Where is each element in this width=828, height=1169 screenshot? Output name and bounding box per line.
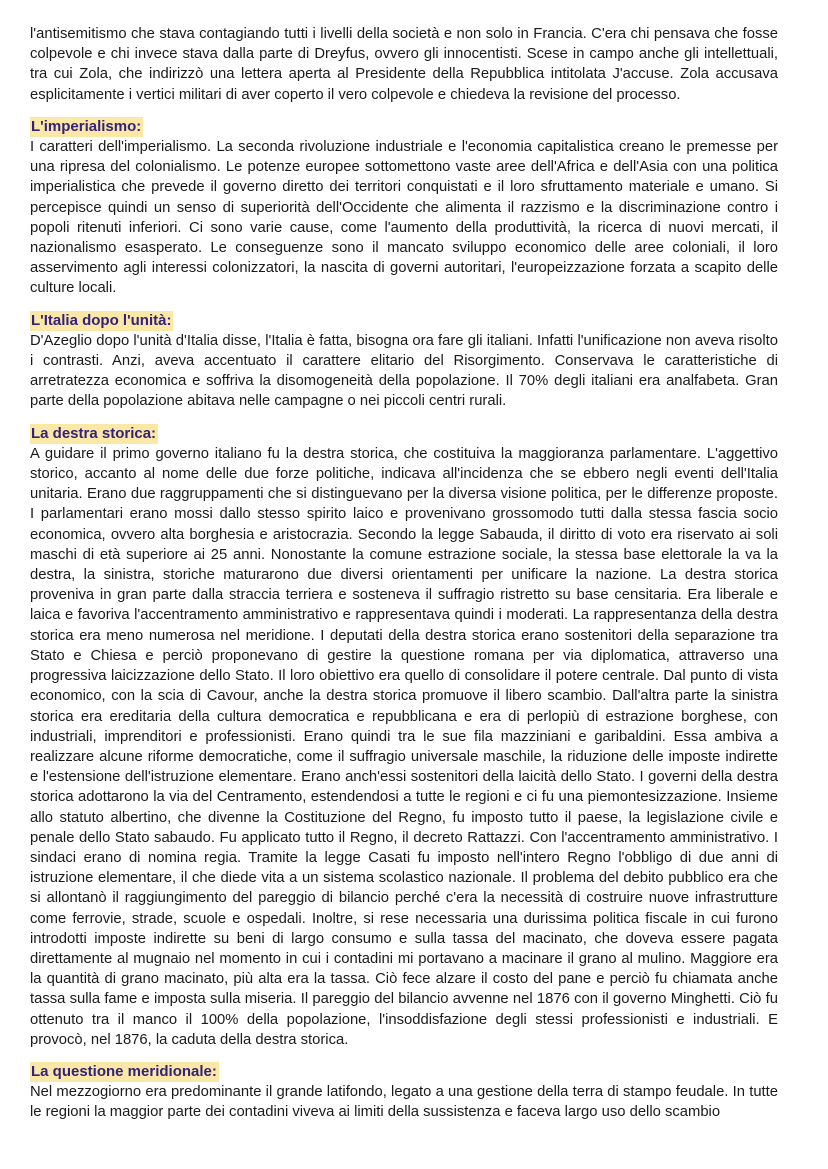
intro-paragraph: l'antisemitismo che stava contagiando tutti i livelli della società e non solo in Francia. C'era chi pensava che fosse colpevole e chi invece stava dalla parte di Dreyfus, ovvero gli innocentisti. Scese in campo anche gli intellettuali, tra cui Zola, che indirizzò una lettera aperta al Presidente della Repubblica intitolata J'accuse. Zola accusava esplicitamente i vertici militari di aver coperto il vero colpevole e chiedeva la revisione del processo.	[30, 26, 778, 103]
section-paragraph-questione-meridionale: Nel mezzogiorno era predominante il grande latifondo, legato a una gestione della terra di stampo feudale. In tutte le regioni la maggior parte dei contadini viveva ai limiti della sussistenza e faceva largo uso dello scambio	[30, 1084, 778, 1121]
section-paragraph-italia-dopo-unita: D'Azeglio dopo l'unità d'Italia disse, l'Italia è fatta, bisogna ora fare gli italiani. Infatti l'unificazione non aveva risolto i contrasti. Anzi, aveva accentuato il carattere elitario del Risorgimento. Conservava le caratteristiche di arretratezza economica e soffriva la disomogeneità della popolazione. Il 70% degli italiani era analfabeta. Gran parte della popolazione abitava nelle campagne o nei piccoli centri rurali.	[30, 332, 778, 410]
section-destra-storica	[30, 424, 778, 1050]
section-heading-questione-meridionale: La questione meridionale:	[31, 1062, 217, 1080]
document-page	[30, 24, 778, 1123]
section-heading-imperialismo: L'imperialismo:	[31, 117, 142, 135]
section-heading-destra-storica: La destra storica:	[31, 424, 157, 442]
section-questione-meridionale	[30, 1062, 778, 1123]
section-heading-italia-dopo-unita: L'Italia dopo l'unità:	[31, 311, 172, 329]
section-paragraph-destra-storica: A guidare il primo governo italiano fu la destra storica, che costituiva la maggioranza parlamentare. L'aggettivo storico, accanto al nome delle due forze politiche, indicava all'incidenza che se ebbero negli eventi dell'Italia unitaria. Erano due raggruppamenti che si distinguevano per la diversa visione politica, per le differenze proposte. I parlamentari erano mossi dallo stesso spirito laico e provenivano grossomodo tutti dalla stessa fascia socio economica, ovvero alta borghesia e aristocrazia. Secondo la legge Sabauda, il diritto di voto era riservato ai soli maschi di età superiore ai 25 anni. Nonostante la comune estrazione sociale, la stessa base elettorale la va la destra, la sinistra, storiche maturarono due diversi orientamenti per unificare la nazione. La destra storica proveniva in gran parte dalla straccia terriera e sosteneva il suffragio ristretto su base censitaria. Era liberale e laica e favoriva l'accentramento amministrativo e rappresentava quindi i moderati. La rappresentanza della destra storica era meno numerosa nel meridione. I deputati della destra storica erano sostenitori della separazione tra Stato e Chiesa e perciò proponevano di gestire la questione romana per via diplomatica, attraverso una progressiva laicizzazione dello Stato. Il loro obiettivo era quello di consolidare il potere centrale. Dal punto di vista economico, con la scia di Cavour, anche la destra storica promuove il libero scambio. Dall'altra parte la sinistra storica era ereditaria della cultura democratica e repubblicana e era di perlopiù di estrazione borghese, con industriali, imprenditori e professionisti. Erano quindi tra le sue fila mazziniani e garibaldini. Essa ambiva a realizzare alcune riforme democratiche, come il suffragio universale maschile, la riduzione delle imposte indirette e l'estensione dell'istruzione elementare. Erano anch'essi sostenitori della laicità dello Stato. I governi della destra storica adottarono la via del Centramento, estendendosi a tutte le regioni e ci fu una piemontesizzazione. Insieme allo statuto albertino, che divenne la Costituzione del Regno, fu imposto tutto il paese, la legislazione civile e penale dello Stato sabaudo. Fu applicato tutto il Regno, il decreto Rattazzi. Con l'accentramento amministrativo. I sindaci erano di nomina regia. Tramite la legge Casati fu imposto nell'intero Regno l'obbligo di due anni di istruzione elementare, il che diede vita a un sistema scolastico nazionale. Il problema del debito pubblico era che si allontanò il raggiungimento del pareggio di bilancio perché c'era la necessità di costruire nuove infrastrutture come ferrovie, strade, scuole e ospedali. Inoltre, si rese necessaria una durissima politica fiscale in cui furono introdotti imposte indirette su beni di largo consumo e sulla tassa del macinato, che doveva essere pagata direttamente al mugnaio nel momento in cui i contadini mi portavano a macinare il grano al mulino. Maggiore era la quantità di grano macinato, più alta era la tassa. Ciò fece alzare il costo del pane e perciò fu chiamata anche tassa sulla fame e imposta sulla miseria. Il pareggio del bilancio avvenne nel 1876 con il governo Minghetti. Ciò fu ottenuto tra il manco il 100% della popolazione, l'insoddisfazione degli stessi professionisti e industriali. E provocò, nel 1876, la caduta della destra storica.	[30, 445, 778, 1048]
section-paragraph-imperialismo: I caratteri dell'imperialismo. La seconda rivoluzione industriale e l'economia capitalistica creano le premesse per una ripresa del colonialismo. Le potenze europee sottomettono vaste aree dell'Africa e dell'Asia con una politica imperialistica che prevede il governo diretto dei territori conquistati e il loro sfruttamento materiale e umano. Si percepisce quindi un senso di superiorità dell'Occidente che alimenta il razzismo e la discriminazione contro i popoli ritenuti inferiori. Ci sono varie cause, come l'aumento della produttività, la ricerca di nuovi mercati, il nazionalismo esasperato. Le conseguenze sono il mancato sviluppo economico delle aree coloniali, il loro asservimento agli interessi colonizzatori, la nascita di governi autoritari, l'europeizzazione forzata a scapito delle culture locali.	[30, 139, 778, 297]
section-imperialismo	[30, 117, 778, 299]
section-italia-dopo-unita	[30, 311, 778, 412]
